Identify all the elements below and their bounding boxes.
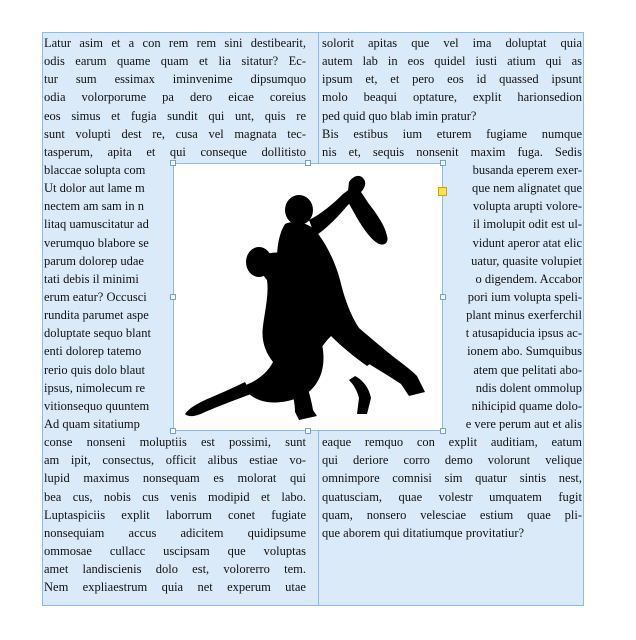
text-line: rundita parumet aspe bbox=[44, 308, 149, 323]
text-line: ipsus, nimolecum re bbox=[44, 380, 146, 395]
text-line: molo beaqui optature, explit harionsedion bbox=[322, 90, 582, 105]
text-line: solorit apitas que vel ima doluptat quia bbox=[322, 36, 582, 50]
text-line: erum eatur? Occusci bbox=[44, 289, 147, 304]
text-line: odis earum quame quam et lia sitatur? Ec- bbox=[44, 54, 306, 69]
text-line: nonsequiam accus adicitem quidipsume bbox=[44, 525, 306, 540]
text-line: tur sum essimax iminvenime dipsumquo bbox=[44, 72, 306, 87]
handle-top-right[interactable] bbox=[440, 160, 446, 166]
text-line: quam, nonsero velesciae estium quae pli- bbox=[322, 507, 582, 522]
text-line: il imolupit odit est ul- bbox=[472, 217, 582, 232]
text-line: conse nonseni moluptiis est possimi, sunt bbox=[44, 435, 306, 450]
text-line: blaccae solupta com bbox=[44, 162, 146, 177]
text-line: quatusciam, quae volestr umquatem fugit bbox=[322, 489, 582, 504]
text-line: volupta arupti volore- bbox=[473, 199, 582, 214]
text-line: que aborem qui ditatiumque provitatiur? bbox=[322, 525, 525, 540]
text-line: sunt volupti dest re, cusa vel magnata tec- bbox=[44, 126, 306, 141]
text-line: nis et, sequis nonsenit maxim fuga. Sedis bbox=[322, 144, 582, 159]
text-line: ipsum et, et pero eos id quassed ipsunt bbox=[322, 72, 582, 87]
text-line: litaq uamuscitatur ad bbox=[44, 217, 149, 232]
text-line: odia volorporume pa dero eicae coreius bbox=[44, 90, 306, 105]
text-line: parum dolorep udae bbox=[44, 253, 144, 268]
text-line: tati debis il minimi bbox=[44, 271, 139, 286]
text-line: lupid maximus nonsequam es molorat qui bbox=[44, 471, 306, 486]
text-line: t atusapiducia ipsus ac- bbox=[465, 326, 582, 341]
handle-top-left[interactable] bbox=[170, 160, 176, 166]
handle-bottom-center[interactable] bbox=[305, 428, 311, 434]
text-line: vidunt aperor atat elic bbox=[472, 235, 582, 250]
text-line: busanda eperem exer- bbox=[472, 162, 582, 177]
text-line: verumquo blabore se bbox=[44, 235, 149, 250]
text-line: que nem alignatet que bbox=[471, 181, 582, 196]
text-line: ndis dolent ommolup bbox=[475, 380, 582, 395]
text-line: vitionsequo quuntem bbox=[44, 398, 150, 413]
tango-dancers-silhouette-icon bbox=[181, 170, 437, 426]
text-line: omnimpore comnisi sim quatur sintis nest, bbox=[322, 471, 582, 486]
text-line: Ad quam sitatiump bbox=[44, 416, 140, 431]
text-line: doluptate sequo blant bbox=[44, 326, 151, 341]
text-line: uatur, quasite volupiet bbox=[471, 253, 582, 268]
text-line: e vere perum aut et alis bbox=[465, 416, 582, 431]
text-line: Ut dolor aut lame m bbox=[44, 181, 145, 196]
text-line: atem que pelitati abo- bbox=[473, 362, 582, 377]
text-line: Bis estibus ium eturem fugiame numque bbox=[322, 126, 582, 141]
text-line: Latur asim et a con rem rem sini destibearit, bbox=[44, 36, 306, 50]
handle-bottom-left[interactable] bbox=[170, 428, 176, 434]
handle-bottom-right[interactable] bbox=[440, 428, 446, 434]
text-line: eaque remquo con explit auditiam, eatum bbox=[322, 435, 582, 450]
text-line: nectem am sam in n bbox=[44, 199, 144, 214]
text-line: pori ium volupta speli- bbox=[467, 289, 582, 304]
text-line: ionem abo. Sumquibus bbox=[467, 344, 582, 359]
text-line: plant minus exerferchil bbox=[466, 308, 582, 323]
handle-middle-left[interactable] bbox=[170, 294, 176, 300]
text-line: ommosae cullacc uscipsam que voluptas bbox=[44, 543, 306, 558]
text-line: o digendem. Accabor bbox=[475, 271, 582, 286]
text-line: Nem expliaestrum quia net experum utae bbox=[44, 580, 306, 595]
text-line: qui deriore corro demo volorunt velique bbox=[322, 453, 582, 468]
handle-middle-right[interactable] bbox=[440, 294, 446, 300]
text-line: bea cus, nobis cus venis modipid et labo. bbox=[44, 489, 306, 504]
text-line: ped quid quo blab imin pratur? bbox=[322, 108, 477, 123]
handle-top-center[interactable] bbox=[305, 160, 311, 166]
text-line: rerio quis dolo blaut bbox=[44, 362, 146, 377]
text-wrap-handle[interactable] bbox=[438, 187, 447, 196]
text-line: eos simus et fugia sundit qui unt, quis re bbox=[44, 108, 306, 123]
text-line: nihicipid quame dolo- bbox=[471, 398, 582, 413]
text-line: am ipit, consectus, officit alibus estiae vo- bbox=[44, 453, 306, 468]
text-line: tasperum, apita et qui conseque dollitisto bbox=[44, 144, 306, 159]
text-line: autem lab in eos quidel iusti atium qui as bbox=[322, 54, 582, 69]
text-line: Luptaspiciis explit laborrum conet fugiate bbox=[44, 507, 306, 522]
text-line: enti dolorep tatemo bbox=[44, 344, 142, 359]
text-line: amet landiscienis dolo est, volorerro tem. bbox=[44, 562, 306, 577]
